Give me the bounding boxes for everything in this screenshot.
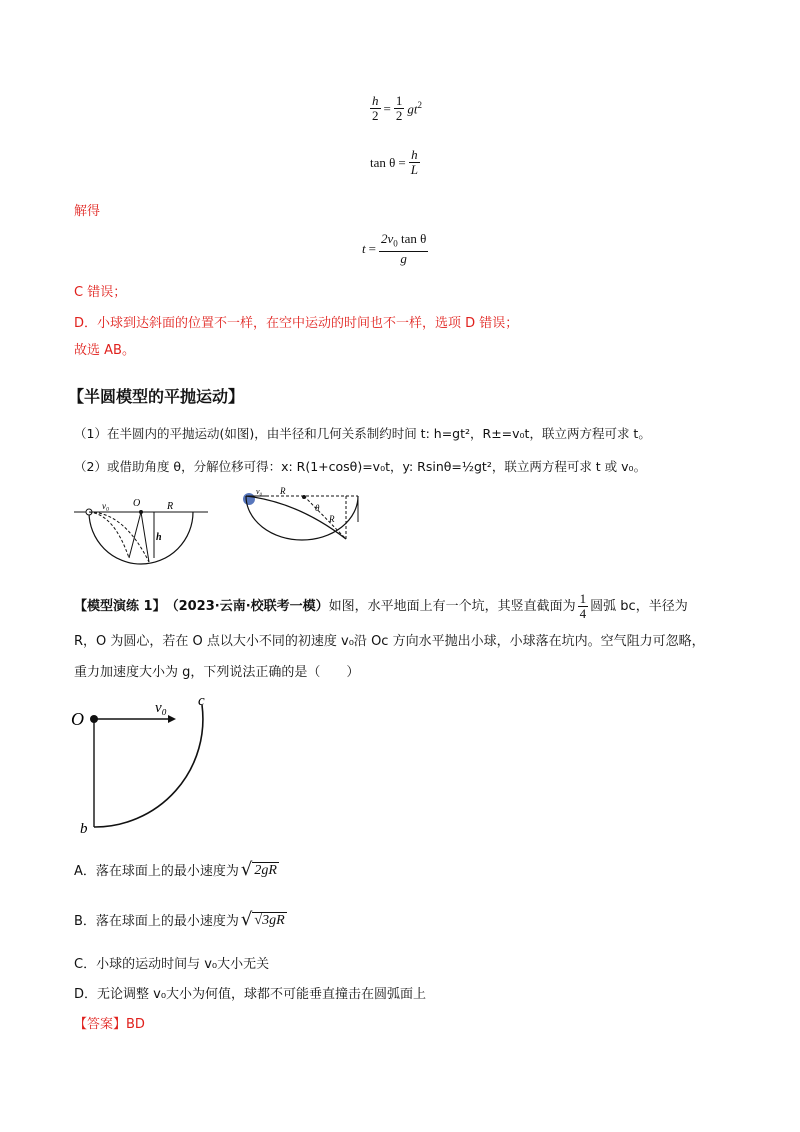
equation-3 [362,232,428,266]
radius-dashed [304,496,346,539]
ball-marker [243,493,255,505]
option-c: C．小球的运动时间与 v₀大小无关 [74,957,270,972]
fig2-r-top-label: R [280,486,286,496]
option-b [74,910,287,929]
gt-base: gt [407,101,418,117]
fig1-o-label: O [133,498,141,509]
problem-line-2: R，O 为圆心，若在 O 点以大小不同的初速度 v₀沿 Oc 方向水平抛出小球，小球落在坑内。空气阻力可忽略， [74,634,705,649]
fraction-t [379,232,428,266]
subscript: 0 [393,238,398,249]
d-wrong-text: D．小球到达斜面的位置不一样，在空中运动的时间也不一样，选项 D 错误； [74,316,519,331]
denominator: 4 [579,606,587,621]
two-v: 2v [380,231,394,246]
fraction-one-half [394,94,405,123]
semicircle-figure-1 [74,490,208,574]
radius-line-1 [129,512,141,558]
numerator: 1 [395,93,403,108]
fig2-r-label: R [329,514,335,524]
note-2: （2）或借助角度 θ，分解位移可得：x: R(1+cosθ)=v₀t，y: Rsinθ=½gt²，联立两方程可求 t 或 v₀。 [74,459,647,474]
fig1-r-label: R [167,501,174,512]
semicircle-arc [89,512,193,564]
numerator: 1 [579,591,587,606]
equals-sign: = [368,240,376,256]
numerator: h [372,93,379,108]
fraction-h-over-2 [370,94,381,123]
radicand: 2gR [254,862,277,878]
fig1-v0-label: v₀ [102,501,110,511]
label-v0: v₀ [155,700,167,716]
answer-label: 【答案】 [74,1017,127,1032]
option-b-text: B．落在球面上的最小速度为 [74,914,239,929]
denominator: 2 [372,108,379,123]
problem-text-a: 如图，水平地面上有一个坑，其竖直截面为 [328,598,576,614]
solve-label: 解得 [74,204,101,219]
fig1-h-label: h [156,532,162,543]
numerator: h [411,147,418,162]
label-b: b [80,821,88,837]
gt-term [407,100,422,117]
exponent: 2 [417,99,422,110]
quarter-fraction [578,592,589,621]
answer-value: BD [126,1017,145,1032]
label-c: c [198,693,205,709]
note-1: （1）在半圆内的平抛运动(如图)，由半径和几何关系制约时间 t: h=gt²，R±=v₀t，联立两方程可求 t。 [74,426,651,441]
fraction-h-over-l [409,148,420,177]
equation-1 [370,94,422,123]
label-o: O [71,709,84,729]
trajectory-dash-2 [89,512,149,562]
problem-tag: 【模型演练 1】 [74,598,166,614]
radical-sign: √ [240,858,253,880]
arc-bc [94,705,203,827]
equals-sign: = [383,100,391,116]
denominator: g [400,250,407,266]
numerator [379,232,428,252]
section-title: 【半圆模型的平抛运动】 [68,387,245,406]
option-d: D．无论调整 v₀大小为何值，球都不可能垂直撞击在圆弧面上 [74,987,427,1002]
problem-text-b: 圆弧 bc，半径为 [590,598,688,614]
tan-theta-term: tan θ [397,231,427,246]
option-a [74,860,279,879]
fig2-theta-label: θ [315,503,320,513]
equation-2 [370,148,420,177]
radical-sign: √ [240,908,253,930]
radicand: √3gR [254,912,285,928]
quarter-circle-figure [68,690,218,840]
c-wrong-text: C 错误； [74,285,127,300]
answer-line [74,1016,145,1034]
fig2-v0-label: v₀ [256,487,263,496]
tan-theta: tan θ [370,154,396,170]
problem-source: （2023·云南·校联考一模） [165,598,329,614]
denominator: L [410,162,418,177]
equals-sign: = [398,154,406,170]
denominator: 2 [395,108,403,123]
option-a-text: A．落在球面上的最小速度为 [74,864,239,879]
center-point [302,495,306,499]
problem-line-1 [74,592,688,621]
choose-text: 故选 AB。 [74,343,135,358]
trajectory-dash-1 [89,512,129,558]
sqrt-expression [240,908,287,930]
t-symbol: t [362,240,366,256]
semicircle-figure-2 [238,486,366,578]
sqrt-expression [240,858,279,880]
arrow-head [168,715,176,723]
problem-line-3: 重力加速度大小为 g，下列说法正确的是（ ） [74,665,360,680]
radius-line-2 [141,512,149,562]
